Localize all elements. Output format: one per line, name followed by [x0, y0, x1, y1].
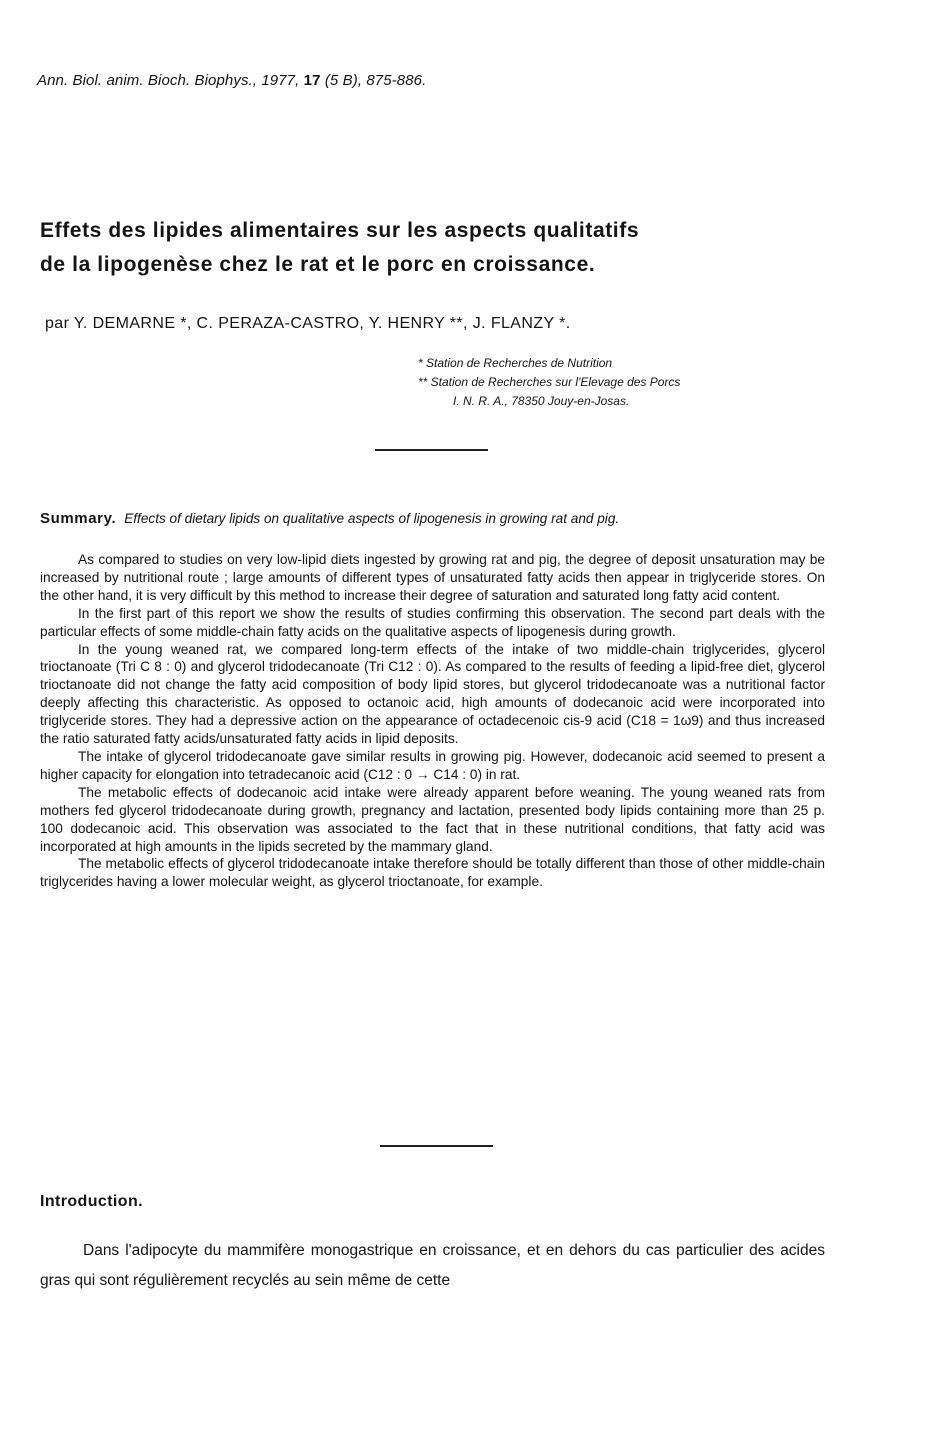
journal-citation — [37, 72, 426, 89]
title-line-2: de la lipogenèse chez le rat et le porc en croissance. — [40, 253, 596, 276]
introduction-paragraph: Dans l'adipocyte du mammifère monogastrique en croissance, et en dehors du cas particulier des acides gras qui sont régulièrement recyclés au sein même de cette — [40, 1242, 825, 1289]
article-title — [40, 214, 820, 282]
summary-subtitle: Effects of dietary lipids on qualitative aspects of lipogenesis in growing rat and pig. — [124, 511, 620, 526]
affiliation-1: * Station de Recherches de Nutrition — [418, 356, 613, 370]
title-line-1: Effets des lipides alimentaires sur les aspects qualitatifs — [40, 219, 640, 242]
summary-body — [40, 551, 825, 891]
citation-suffix: (5 B), 875-886. — [320, 72, 427, 89]
introduction-heading: Introduction. — [40, 1193, 143, 1210]
summary-paragraph: In the first part of this report we show the results of studies confirming this observation. The second part deals with the particular effects of some middle-chain fatty acids on the qualitative aspects of lipogenesis during growth. — [40, 605, 825, 639]
summary-paragraph: In the young weaned rat, we compared long-term effects of the intake of two middle-chain triglycerides, glycerol trioctanoate (Tri C 8 : 0) and glycerol tridodecanoate (Tri C12 : 0). As compared to the results of feeding a lipid-free diet, glycerol trioctanoate did not change the fatty acid composition of body lipid stores, but glycerol tridodecanoate was a nutritional factor deeply affecting this characteristic. As opposed to octanoic acid, high amounts of dodecanoic acid were incorporated into triglyceride stores. They had a depressive action on the appearance of octadecenoic cis-9 acid (C18 = 1ω9) and thus increased the ratio saturated fatty acids/unsaturated fatty acids in lipid deposits. — [40, 641, 825, 747]
author-list: par Y. DEMARNE *, C. PERAZA-CASTRO, Y. HENRY **, J. FLANZY *. — [45, 315, 571, 332]
summary-paragraph: As compared to studies on very low-lipid diets ingested by growing rat and pig, the degree of deposit unsaturation may be increased by nutritional route ; large amounts of different types of unsaturated fatty acids then appear in triglyceride stores. On the other hand, it is very difficult by this method to increase their degree of saturation and saturated long fatty acid content. — [40, 552, 825, 603]
summary-heading — [40, 510, 619, 527]
affiliations — [418, 354, 680, 411]
introduction-body — [40, 1236, 825, 1296]
affiliation-2: ** Station de Recherches sur l'Elevage des Porcs — [418, 375, 681, 389]
separator-rule — [375, 449, 488, 451]
summary-paragraph: The metabolic effects of dodecanoic acid intake were already apparent before weaning. The young weaned rats from mothers fed glycerol tridodecanoate during growth, pregnancy and lactation, presented body lipids containing more than 25 p. 100 dodecanoic acid. This observation was associated to the fact that in these nutritional conditions, that fatty acid was incorporated at high amounts in the lipids secreted by the mammary gland. — [40, 784, 825, 854]
citation-prefix: Ann. Biol. anim. Bioch. Biophys., 1977, — [37, 72, 304, 89]
summary-label: Summary. — [40, 510, 117, 527]
separator-rule — [380, 1145, 493, 1147]
summary-paragraph: The intake of glycerol tridodecanoate gave similar results in growing pig. However, dodecanoic acid seemed to present a higher capacity for elongation into tetradecanoic acid (C12 : 0 → C14 : 0) in rat. — [40, 748, 825, 782]
citation-volume: 17 — [303, 72, 321, 89]
summary-paragraph: The metabolic effects of glycerol tridodecanoate intake therefore should be totally different than those of other middle-chain triglycerides having a lower molecular weight, as glycerol trioctanoate, for example. — [40, 856, 825, 890]
affiliation-3: I. N. R. A., 78350 Jouy-en-Josas. — [453, 394, 630, 408]
